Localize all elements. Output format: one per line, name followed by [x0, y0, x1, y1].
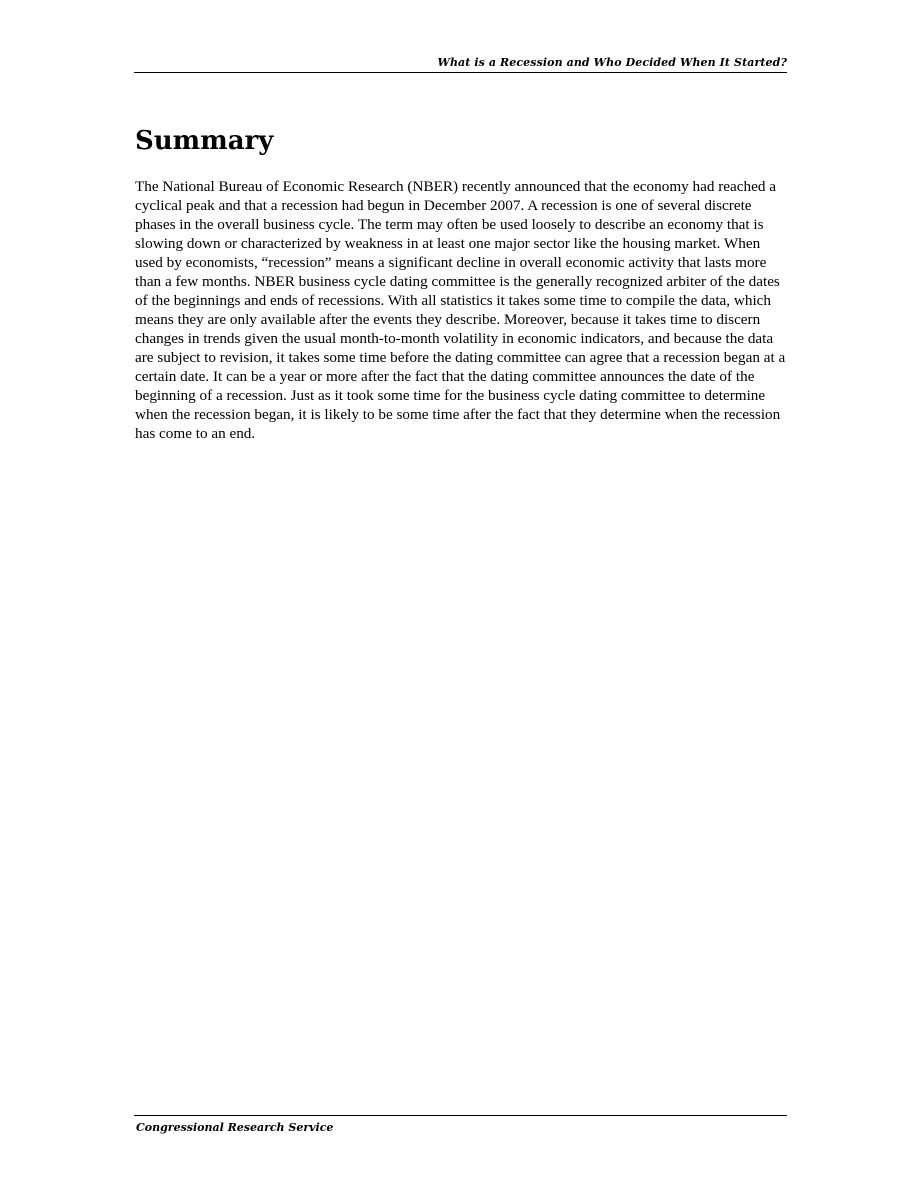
- summary-paragraph: The National Bureau of Economic Research (NBER) recently announced that the economy had reached a cyclical peak and that a recession had begun in December 2007. A recession is one of several discrete phases in the overall business cycle. The term may often be used loosely to describe an economy that is slowing down or characterized by weakness in at least one major sector like the housing market. When used by economists, “recession” means a significant decline in overall economic activity that lasts more than a few months. NBER business cycle dating committee is the generally recognized arbiter of the dates of the beginnings and ends of recessions. With all statistics it takes some time to compile the data, which means they are only available after the events they describe. Moreover, because it takes time to discern changes in trends given the usual month-to-month volatility in economic indicators, and because the data are subject to revision, it takes some time before the dating committee can agree that a recession began at a certain date. It can be a year or more after the fact that the dating committee announces the date of the beginning of a recession. Just as it took some time for the business cycle dating committee to determine when the recession began, it is likely to be some time after the fact that they determine when the recession has come to an end.: [135, 178, 786, 442]
- section-title: Summary: [135, 126, 274, 156]
- running-header: What is a Recession and Who Decided When It Started?: [437, 56, 787, 69]
- header-rule: [134, 72, 787, 73]
- running-footer: Congressional Research Service: [136, 1121, 334, 1134]
- footer-rule: [134, 1115, 787, 1116]
